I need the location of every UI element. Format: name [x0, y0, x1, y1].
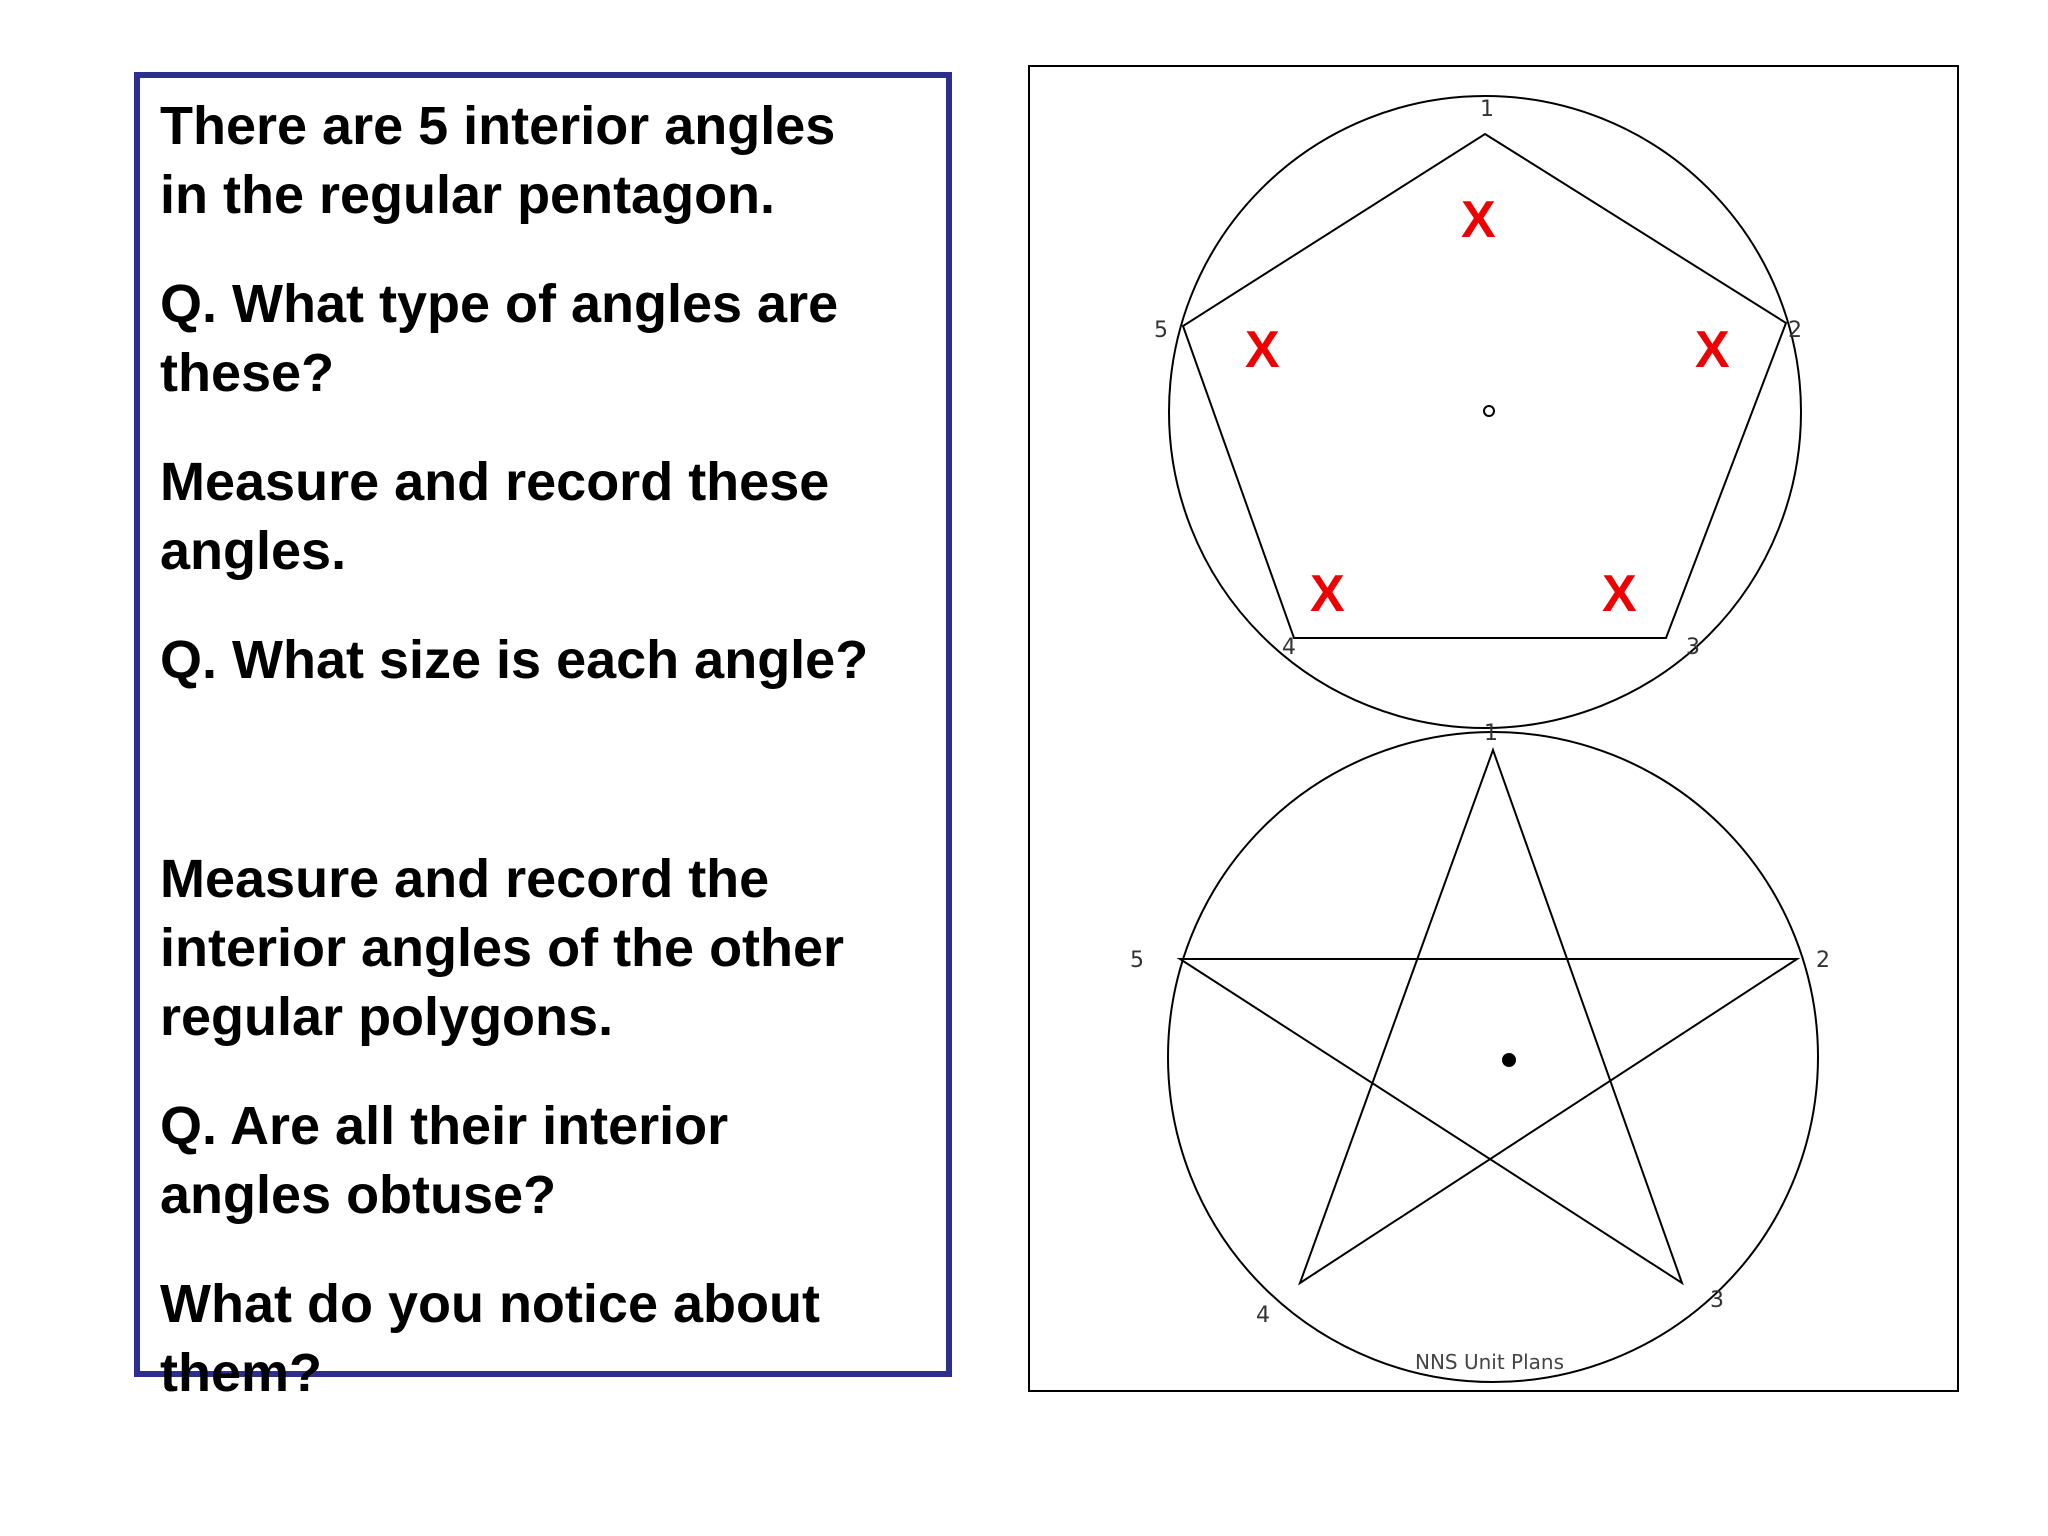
star-vertex-label-2: 2: [1816, 948, 1830, 973]
credit-text: NNS Unit Plans: [1415, 1350, 1565, 1374]
angle-mark-4: X: [1310, 565, 1345, 623]
question-obtuse: Q. Are all their interior angles obtuse?: [160, 1096, 729, 1225]
question-angle-size: Q. What size is each angle?: [160, 630, 869, 690]
pentagon-figure: [1154, 96, 1802, 728]
angle-mark-3: X: [1602, 565, 1637, 623]
pentagon-vertex-label-2: 2: [1788, 318, 1802, 343]
pentagon-vertex-label-3: 3: [1686, 635, 1700, 660]
figures-svg: [1030, 67, 1961, 1394]
star-vertex-label-5: 5: [1130, 948, 1144, 973]
pentagon-vertex-label-4: 4: [1282, 635, 1296, 660]
star-figure: [1130, 721, 1830, 1382]
star-vertex-label-4: 4: [1256, 1303, 1270, 1328]
task-measure-pentagon: Measure and record these angles.: [160, 452, 830, 581]
pentagram: [1180, 750, 1797, 1283]
angle-mark-1: X: [1461, 191, 1496, 249]
angle-mark-5: X: [1245, 321, 1280, 379]
angle-mark-2: X: [1695, 321, 1730, 379]
intro-text: There are 5 interior angles in the regular pentagon.: [160, 96, 836, 225]
question-notice: What do you notice about them?: [160, 1274, 820, 1403]
pentagon-vertex-label-1: 1: [1480, 97, 1494, 122]
star-circumcircle: [1168, 732, 1818, 1382]
star-vertex-label-3: 3: [1710, 1288, 1724, 1313]
figure-panel: [1028, 65, 1959, 1392]
star-vertex-label-1: 1: [1484, 721, 1498, 746]
instructions-panel: [134, 72, 952, 1403]
pentagon-vertex-label-5: 5: [1154, 318, 1168, 343]
pentagon-center-point: [1484, 406, 1494, 416]
task-measure-polygons: Measure and record the interior angles of the other regular polygons.: [160, 849, 845, 1047]
question-angle-type: Q. What type of angles are these?: [160, 274, 839, 403]
star-center-point: [1502, 1053, 1516, 1067]
